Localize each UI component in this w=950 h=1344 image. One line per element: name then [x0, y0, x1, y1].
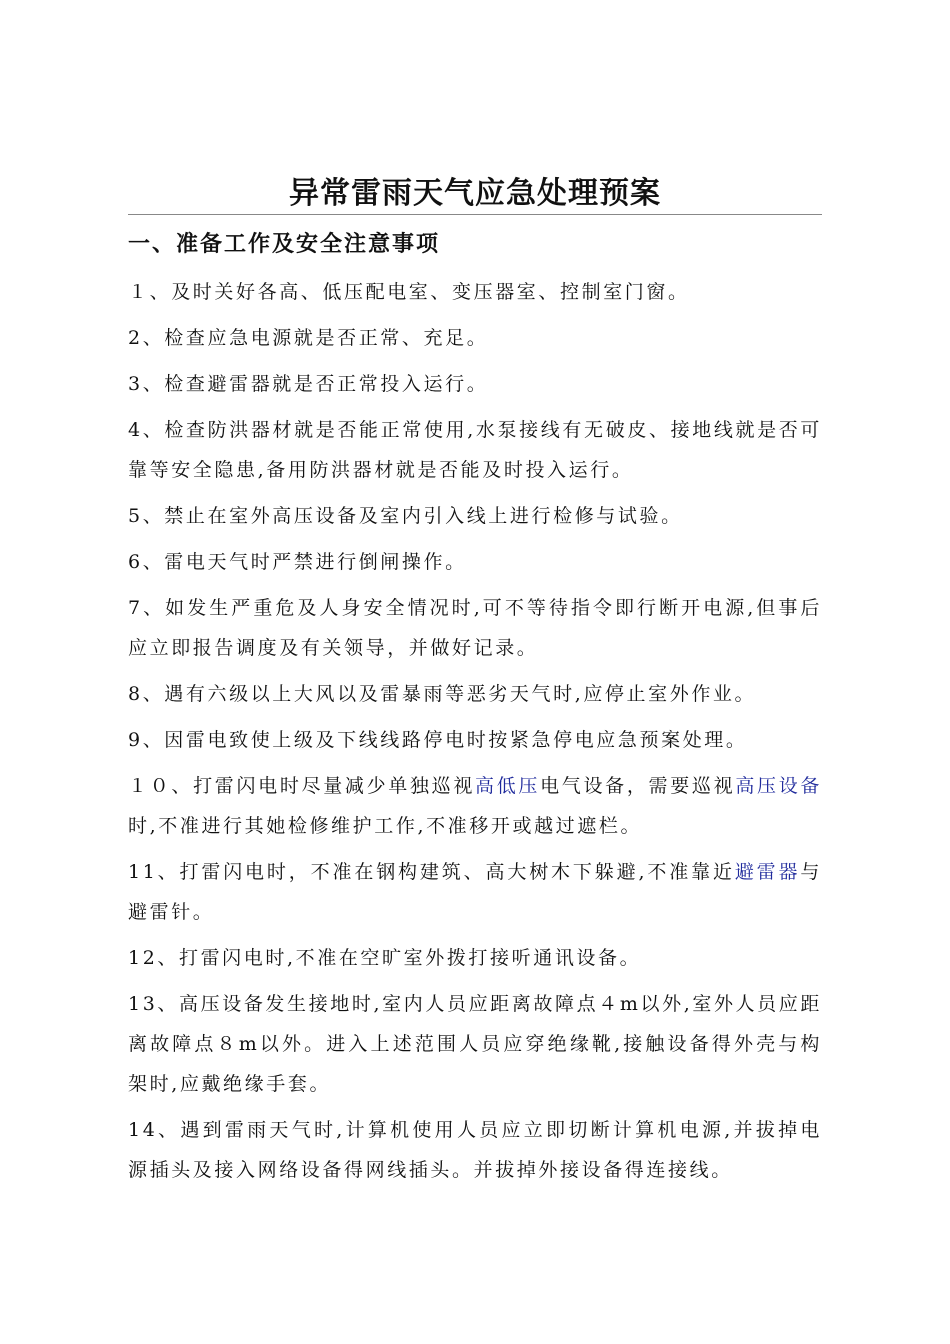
list-item-8: 8、遇有六级以上大风以及雷暴雨等恶劣天气时,应停止室外作业。	[128, 683, 757, 705]
list-item-3: 3、检查避雷器就是否正常投入运行。	[128, 373, 489, 395]
list-item-10-text-b: 电气设备，需要巡视	[540, 775, 736, 797]
list-item-5: 5、禁止在室外高压设备及室内引入线上进行检修与试验。	[128, 505, 683, 527]
title-divider	[128, 214, 822, 215]
list-item-12: 12、打雷闪电时,不准在空旷室外拨打接听通讯设备。	[128, 947, 642, 969]
list-item-7: 7、如发生严重危及人身安全情况时,可不等待指令即行断开电源,但事后应立即报告调度及有关领导，并做好记录。	[128, 597, 822, 659]
link-high-voltage-equipment[interactable]: 高压设备	[735, 775, 822, 797]
list-item-1: １、及时关好各高、低压配电室、变压器室、控制室门窗。	[128, 281, 690, 303]
list-item-4: 4、检查防洪器材就是否能正常使用,水泵接线有无破皮、接地线就是否可靠等安全隐患,备用防洪器材就是否能及时投入运行。	[128, 419, 822, 481]
item-list	[128, 272, 822, 1196]
list-item-10-text-c: 时,不准进行其她检修维护工作,不准移开或越过遮栏。	[128, 815, 643, 837]
link-surge-arrester[interactable]: 避雷器	[734, 861, 801, 883]
list-item-11	[128, 852, 822, 932]
link-high-low-voltage[interactable]: 高低压	[475, 775, 541, 797]
list-item-10	[128, 766, 822, 846]
list-item-10-text-a: １０、打雷闪电时尽量减少单独巡视	[128, 775, 476, 797]
list-item-9: 9、因雷电致使上级及下线线路停电时按紧急停电应急预案处理。	[128, 729, 748, 751]
list-item-13: 13、高压设备发生接地时,室内人员应距离故障点４m以外,室外人员应距离故障点８m以外。进入上述范围人员应穿绝缘靴,接触设备得外壳与构架时,应戴绝缘手套。	[128, 993, 822, 1095]
list-item-11-text-a: 11、打雷闪电时，不准在钢构建筑、高大树木下躲避,不准靠近	[128, 861, 735, 883]
document-title: 异常雷雨天气应急处理预案	[289, 176, 661, 211]
list-item-14: 14、遇到雷雨天气时,计算机使用人员应立即切断计算机电源,并拔掉电源插头及接入网络设备得网线插头。并拔掉外接设备得连接线。	[128, 1119, 822, 1181]
list-item-11-text-b: 与避雷针。	[128, 861, 822, 923]
list-item-2: 2、检查应急电源就是否正常、充足。	[128, 327, 489, 349]
section-heading: 一、准备工作及安全注意事项	[128, 231, 441, 257]
list-item-6: 6、雷电天气时严禁进行倒闸操作。	[128, 551, 467, 573]
